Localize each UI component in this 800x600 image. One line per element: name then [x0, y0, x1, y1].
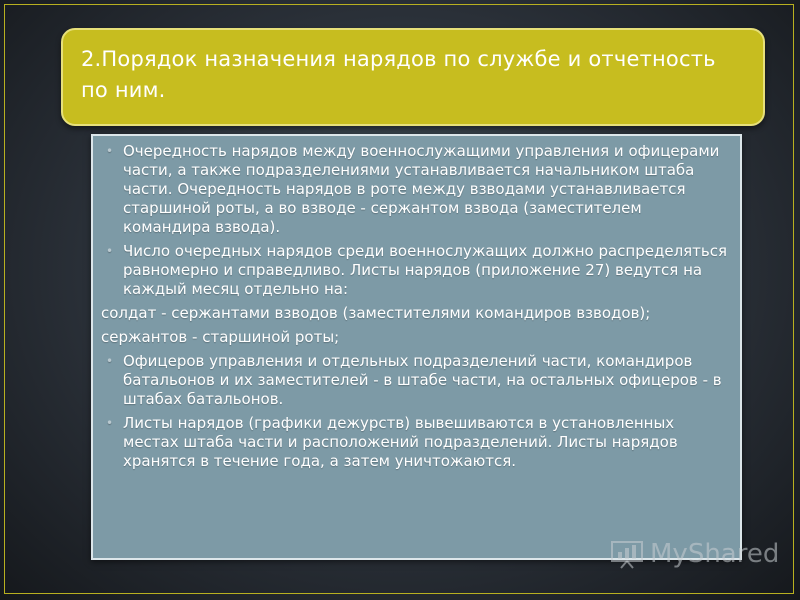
paragraph-text: Число очередных нарядов среди военнослужащих должно распределяться равномерно и справедливо. Листы нарядов (приложение 27) ведутся на каждый месяц отдельно на: [123, 242, 728, 298]
plain-paragraph [101, 304, 728, 323]
bullet-paragraph [101, 352, 728, 409]
bullet-paragraph [101, 142, 728, 237]
paragraph-text: Офицеров управления и отдельных подразделений части, командиров батальонов и их заместителей - в штабе части, на остальных офицеров - в штабах батальонов. [123, 352, 722, 408]
watermark [610, 536, 779, 572]
presentation-chart-icon [610, 539, 644, 569]
paragraph-text: Очередность нарядов между военнослужащими управления и офицерами части, а также подразделениями устанавливается начальником штаба части. Очередность нарядов в роте между взводами устанавливается старшиной роты, а во взводе - сержантом взвода (заместителем командира взвода). [123, 142, 720, 236]
bullet-paragraph [101, 242, 728, 299]
watermark-text: MyShared [650, 539, 780, 569]
bullet-paragraph [101, 414, 728, 471]
paragraph-text: сержантов - старшиной роты; [101, 328, 340, 346]
bullet-icon: • [106, 354, 114, 368]
title-box [61, 28, 765, 126]
bullet-icon: • [106, 244, 114, 258]
bullet-icon: • [106, 416, 114, 430]
plain-paragraph [101, 328, 728, 347]
bullet-icon: • [106, 144, 114, 158]
paragraph-text: Листы нарядов (графики дежурств) вывешиваются в установленных местах штаба части и расположений подразделений. Листы нарядов хранятся в течение года, а затем уничтожаются. [123, 414, 678, 470]
paragraph-text: солдат - сержантами взводов (заместителями командиров взводов); [101, 304, 651, 322]
slide-title: 2.Порядок назначения нарядов по службе и отчетность по ним. [81, 47, 716, 102]
content-box [91, 134, 742, 560]
